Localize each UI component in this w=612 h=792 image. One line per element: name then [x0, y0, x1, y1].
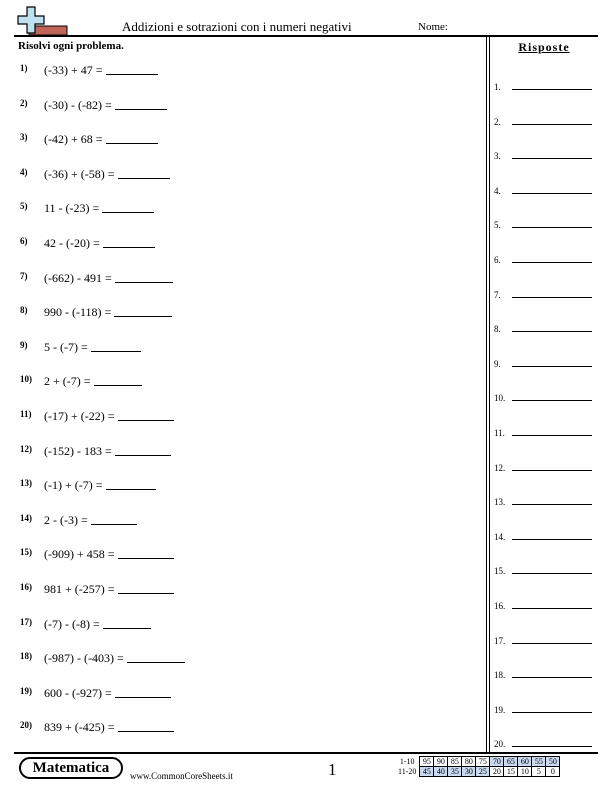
worksheet-title: Addizioni e sotrazioni con i numeri negativi [122, 19, 352, 34]
problem-row [20, 270, 173, 288]
answer-row [494, 147, 594, 161]
answer-line[interactable] [512, 504, 592, 505]
problem-expression: 600 - (-927) = [44, 685, 112, 700]
answer-blank[interactable] [102, 200, 154, 213]
score-cell: 0 [546, 767, 560, 777]
problem-row [20, 512, 137, 530]
answer-row [494, 286, 594, 300]
page-number: 1 [328, 760, 337, 779]
problem-number: 4) [20, 166, 28, 177]
answer-blank[interactable] [106, 131, 158, 144]
answer-line[interactable] [512, 712, 592, 713]
problem-expression: (-33) + 47 = [44, 63, 103, 77]
score-range-label: 1-10 [399, 757, 415, 766]
answer-number: 1. [494, 82, 501, 92]
problem-number: 16) [20, 582, 32, 592]
answer-row [494, 597, 594, 611]
answer-line[interactable] [512, 608, 592, 609]
answer-blank[interactable] [115, 270, 173, 283]
answer-blank[interactable] [118, 581, 174, 594]
answer-number: 16. [494, 601, 506, 611]
answer-row [494, 355, 594, 369]
score-row [396, 767, 560, 777]
answer-line[interactable] [512, 262, 592, 263]
answer-number: 8. [494, 324, 501, 335]
score-cell: 75 [476, 757, 490, 767]
instruction-text: Risolvi ogni problema. [18, 40, 124, 52]
footer-rule [14, 752, 598, 754]
name-label: Nome: [418, 21, 448, 33]
score-row [396, 757, 560, 767]
answer-number: 2. [494, 116, 501, 127]
answer-line[interactable] [512, 366, 592, 367]
problem-row [20, 339, 141, 357]
problem-row [20, 443, 171, 461]
answer-blank[interactable] [118, 408, 174, 421]
answer-line[interactable] [512, 677, 592, 678]
answer-row [494, 389, 594, 403]
problem-number: 9) [20, 339, 28, 350]
problem-row [20, 546, 174, 564]
answer-row [494, 701, 594, 715]
answer-row [494, 113, 594, 127]
answer-number: 20. [494, 739, 506, 750]
answer-row [494, 562, 594, 576]
answer-blank[interactable] [91, 339, 141, 352]
score-cell: 45 [420, 767, 434, 777]
problem-row [20, 304, 172, 322]
problem-row [20, 235, 155, 253]
answer-line[interactable] [512, 539, 592, 540]
answer-line[interactable] [512, 746, 592, 747]
problem-row [20, 200, 154, 218]
score-cell: 65 [504, 757, 518, 767]
answer-blank[interactable] [118, 546, 174, 559]
subject-badge: Matematica [19, 757, 123, 779]
score-cell: 85 [448, 757, 462, 767]
answer-blank[interactable] [127, 650, 185, 663]
problem-expression: 11 - (-23) = [44, 201, 100, 216]
problem-number: 7) [20, 270, 28, 281]
answer-number: 7. [494, 289, 501, 300]
answer-number: 12. [494, 462, 506, 473]
problem-number: 3) [20, 132, 28, 143]
score-cell: 10 [518, 767, 532, 777]
answer-line[interactable] [512, 124, 592, 125]
problem-number: 14) [20, 512, 32, 523]
answer-line[interactable] [512, 400, 592, 401]
problem-expression: (-17) + (-22) = [44, 409, 115, 423]
answer-number: 17. [494, 635, 506, 646]
problem-number: 19) [20, 685, 32, 696]
problem-number: 15) [20, 547, 32, 558]
score-table [396, 756, 560, 777]
score-cell: 60 [518, 757, 532, 767]
problem-number: 6) [20, 236, 28, 246]
problem-number: 8) [20, 305, 28, 316]
answer-blank[interactable] [114, 304, 172, 317]
problem-expression: (-7) - (-8) = [44, 616, 100, 631]
score-cell: 50 [546, 757, 560, 767]
problem-row [20, 477, 156, 495]
problem-row [20, 616, 151, 634]
answer-row [494, 632, 594, 646]
answer-line[interactable] [512, 227, 592, 228]
score-cell: 70 [490, 757, 504, 767]
answer-row [494, 78, 594, 92]
problem-row [20, 719, 174, 737]
problem-number: 10) [20, 374, 32, 385]
answer-line[interactable] [512, 435, 592, 436]
score-cell: 20 [490, 767, 504, 777]
answer-row [494, 493, 594, 507]
problem-number: 20) [20, 720, 32, 731]
header-rule [14, 35, 598, 37]
answer-blank[interactable] [115, 685, 171, 698]
answer-blank[interactable] [94, 373, 142, 386]
problem-expression: (-152) - 183 = [44, 443, 112, 458]
answer-blank[interactable] [103, 235, 155, 248]
score-cell: 15 [504, 767, 518, 777]
answer-line[interactable] [512, 297, 592, 298]
score-cell: 55 [532, 757, 546, 767]
column-divider [486, 37, 487, 752]
problem-expression: (-1) + (-7) = [44, 478, 103, 493]
answer-blank[interactable] [103, 616, 151, 629]
answer-number: 6. [494, 255, 501, 265]
answer-row [494, 735, 594, 749]
problem-expression: 5 - (-7) = [44, 339, 88, 354]
problem-expression: 2 - (-3) = [44, 512, 88, 527]
problem-number: 12) [20, 443, 32, 454]
answer-blank[interactable] [106, 477, 156, 490]
answer-number: 3. [494, 151, 501, 162]
score-cell: 5 [532, 767, 546, 777]
problem-expression: 2 + (-7) = [44, 374, 91, 389]
problem-expression: (-36) + (-58) = [44, 166, 115, 181]
problem-row [20, 373, 142, 391]
problem-expression: (-987) - (-403) = [44, 651, 124, 666]
answer-row [494, 459, 594, 473]
problem-number: 1) [20, 63, 28, 73]
site-url: www.CommonCoreSheets.it [130, 771, 233, 781]
problem-row [20, 97, 167, 115]
answer-number: 14. [494, 531, 506, 542]
score-cell: 40 [434, 767, 448, 777]
answer-number: 18. [494, 670, 506, 681]
problem-expression: (-42) + 68 = [44, 132, 103, 147]
answer-row [494, 251, 594, 265]
problem-number: 18) [20, 651, 32, 662]
answer-row [494, 182, 594, 196]
problem-row [20, 62, 158, 80]
problem-row [20, 685, 171, 703]
answer-number: 11. [494, 428, 505, 438]
score-cell: 35 [448, 767, 462, 777]
answer-number: 19. [494, 704, 506, 715]
answer-blank[interactable] [115, 443, 171, 456]
answer-line[interactable] [512, 158, 592, 159]
answer-row [494, 528, 594, 542]
problem-row [20, 650, 185, 668]
problem-number: 2) [20, 97, 28, 108]
answer-blank[interactable] [118, 166, 170, 179]
answer-number: 13. [494, 497, 506, 508]
answer-line[interactable] [512, 331, 592, 332]
problem-expression: (-30) - (-82) = [44, 97, 112, 112]
answer-row [494, 424, 594, 438]
answer-row [494, 666, 594, 680]
answer-blank[interactable] [115, 97, 167, 110]
answer-number: 10. [494, 393, 506, 404]
score-cell: 25 [476, 767, 490, 777]
problem-number: 13) [20, 478, 32, 489]
problem-expression: 42 - (-20) = [44, 236, 100, 250]
problem-row [20, 408, 174, 426]
answer-line[interactable] [512, 193, 592, 194]
answer-blank[interactable] [91, 512, 137, 525]
answer-number: 15. [494, 566, 506, 577]
problem-row [20, 131, 158, 149]
answer-line[interactable] [512, 470, 592, 471]
problem-number: 17) [20, 616, 32, 627]
score-range-label: 11-20 [398, 767, 417, 776]
answer-blank[interactable] [106, 62, 158, 75]
problem-expression: 839 + (-425) = [44, 720, 115, 735]
problem-expression: (-662) - 491 = [44, 270, 112, 285]
answer-blank[interactable] [118, 719, 174, 732]
answer-row [494, 320, 594, 334]
problem-number: 11) [20, 409, 32, 419]
answers-title: Risposte [518, 40, 570, 54]
answer-number: 4. [494, 185, 501, 196]
answer-row [494, 216, 594, 230]
score-cell: 90 [434, 757, 448, 767]
problem-expression: 981 + (-257) = [44, 582, 115, 596]
answer-line[interactable] [512, 573, 592, 574]
score-cell: 80 [462, 757, 476, 767]
problem-expression: 990 - (-118) = [44, 305, 112, 320]
column-divider [489, 37, 490, 752]
problem-row [20, 166, 170, 184]
answer-number: 9. [494, 358, 501, 369]
plus-minus-logo-icon [16, 6, 68, 36]
problem-number: 5) [20, 201, 28, 212]
problem-row [20, 581, 174, 599]
answer-line[interactable] [512, 643, 592, 644]
answer-line[interactable] [512, 89, 592, 90]
score-cell: 30 [462, 767, 476, 777]
answer-number: 5. [494, 220, 501, 231]
problem-expression: (-909) + 458 = [44, 547, 115, 562]
score-cell: 95 [420, 757, 434, 767]
